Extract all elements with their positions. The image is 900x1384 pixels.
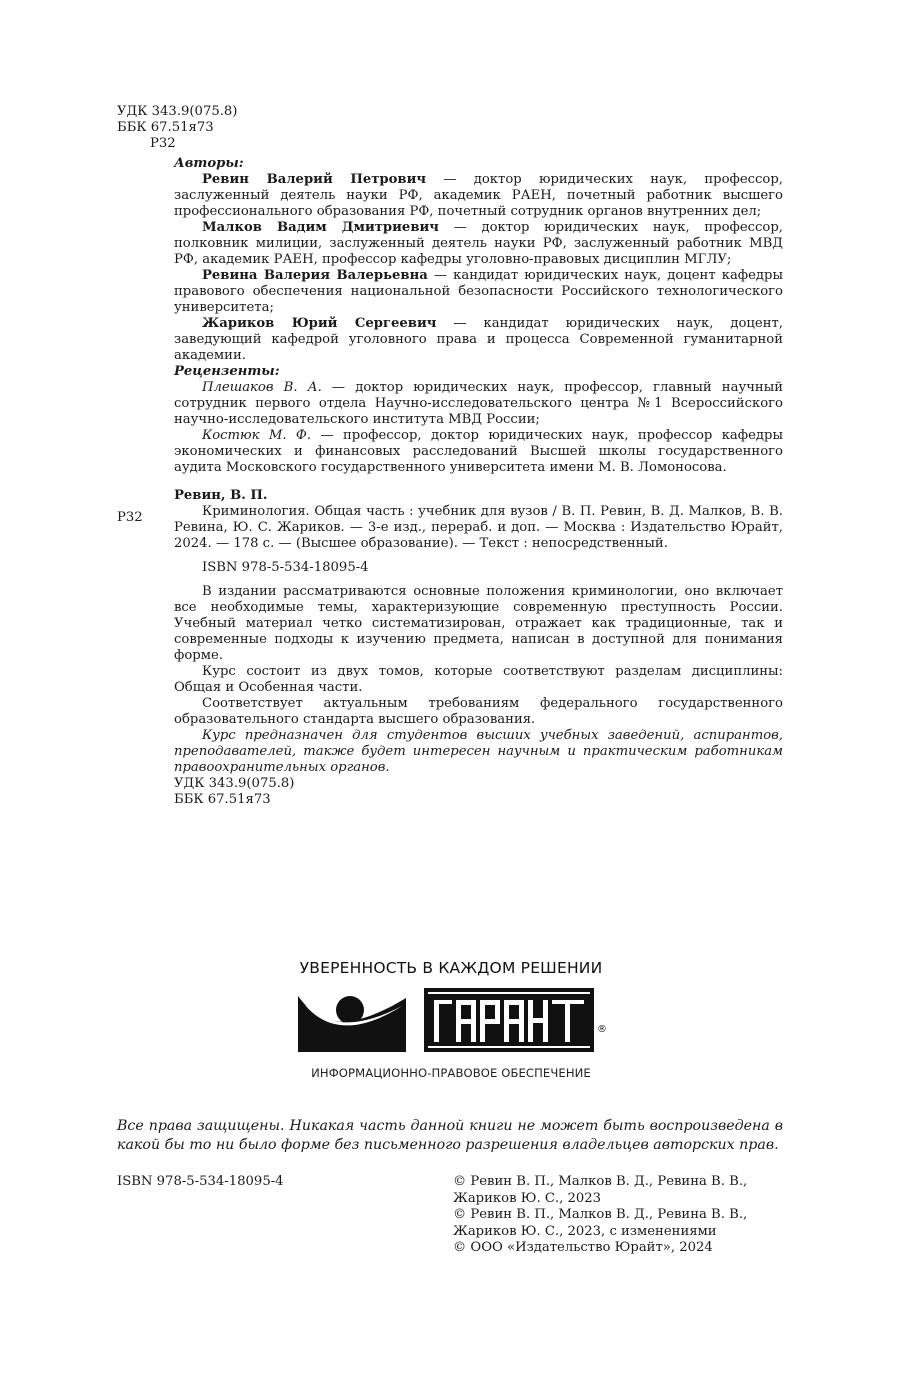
reviewer-name: Плешаков В. А.	[202, 380, 322, 395]
copyright-line: © ООО «Издательство Юрайт», 2024	[453, 1240, 713, 1255]
author-description: — доктор юридических наук, профессор, полковник милиции, заслуженный деятель науки РФ, заслуженный работник МВД РФ, академик РАЕН, профессор кафедры уголовно-правовых дисциплин МГЛУ;	[174, 220, 783, 267]
author-mark: Р32	[150, 136, 176, 151]
audience-note: Курс предназначен для студентов высших учебных заведений, аспирантов, преподавателей, также будет интересен научным и практическим работникам правоохранительных органов.	[174, 728, 783, 775]
garant-subline: ИНФОРМАЦИОННО-ПРАВОВОЕ ОБЕСПЕЧЕНИЕ	[311, 1066, 591, 1080]
reviewer-description: — профессор, доктор юридических наук, профессор кафедры экономических и финансовых расследований Высшей школы государственного аудита Московского государственного университета имени М. В. Ломоносова.	[174, 428, 783, 475]
copyright-block	[453, 1174, 783, 1257]
author-name: Жариков Юрий Сергеевич	[202, 316, 437, 331]
abstract-paragraph: Соответствует актуальным требованиям федерального государственного образовательного стандарта высшего образования.	[174, 696, 783, 727]
author-name: Малков Вадим Дмитриевич	[202, 220, 439, 235]
garant-wordmark-icon	[424, 988, 594, 1052]
author-description: — кандидат юридических наук, доцент, заведующий кафедрой уголовного права и процесса Современной гуманитарной академии.	[174, 316, 783, 363]
record-classification	[174, 776, 783, 808]
author-description: — доктор юридических наук, профессор, заслуженный деятель науки РФ, академик РАЕН, почетный работник высшего профессионального образования РФ, почетный сотрудник органов внутренних дел;	[174, 172, 783, 219]
footer-isbn: ISBN 978-5-534-18095-4	[117, 1174, 284, 1189]
reviewer-description: — доктор юридических наук, профессор, главный научный сотрудник первого отдела Научно-исследовательского центра №1 Всероссийского научно-исследовательского института МВД России;	[174, 380, 783, 427]
classification-codes	[117, 104, 237, 152]
author-description: — кандидат юридических наук, доцент кафедры правового обеспечения национальной безопасности Российского технологического университета;	[174, 268, 783, 315]
copyright-line: © Ревин В. П., Малков В. Д., Ревина В. В.,	[453, 1174, 748, 1189]
bbk-code: ББК 67.51я73	[117, 120, 214, 135]
record-udk: УДК 343.9(075.8)	[174, 776, 295, 791]
record-main-author: Ревин, В. П.	[174, 488, 268, 503]
authors-heading: Авторы:	[174, 156, 244, 171]
record-bbk: ББК 67.51я73	[174, 792, 271, 807]
author-entry	[174, 172, 783, 220]
abstract-paragraph: В издании рассматриваются основные положения криминологии, оно включает все необходимые темы, характеризующие современную преступность России. Учебный материал четко систематизирован, отражает как традиционные, так и современные подходы к изучению предмета, написан в доступной для понимания форме.	[174, 584, 783, 663]
author-name: Ревин Валерий Петрович	[202, 172, 427, 187]
bibliographic-record	[174, 488, 783, 808]
reviewers-heading: Рецензенты:	[174, 364, 280, 379]
udk-code: УДК 343.9(075.8)	[117, 104, 238, 119]
reviewer-entry	[174, 428, 783, 476]
abstract-paragraph: Курс состоит из двух томов, которые соответствуют разделам дисциплины: Общая и Особенная части.	[174, 664, 783, 695]
reviewer-entry	[174, 380, 783, 428]
copyright-line: Жариков Ю. С., 2023, с изменениями	[453, 1223, 717, 1239]
garant-logo	[296, 986, 606, 1056]
garant-logo-block	[296, 960, 606, 1081]
garant-emblem-icon	[298, 996, 406, 1052]
garant-slogan: УВЕРЕННОСТЬ В КАЖДОМ РЕШЕНИИ	[299, 959, 603, 977]
copyright-line: Жариков Ю. С., 2023	[453, 1190, 602, 1206]
credits-section	[174, 156, 783, 476]
author-name: Ревина Валерия Валерьевна	[202, 268, 428, 283]
record-description: Криминология. Общая часть : учебник для вузов / В. П. Ревин, В. Д. Малков, В. В. Ревина, Ю. С. Жариков. — 3-е изд., перераб. и доп. — Москва : Издательство Юрайт, 2024. — 178 с. — (Высшее образование). — Текст : непосредственный.	[174, 504, 783, 551]
record-isbn: ISBN 978-5-534-18095-4	[202, 560, 369, 575]
copyright-line: © Ревин В. П., Малков В. Д., Ревина В. В.,	[453, 1207, 748, 1222]
reviewer-name: Костюк М. Ф.	[202, 428, 312, 443]
author-entry	[174, 220, 783, 268]
author-entry	[174, 316, 783, 364]
registered-mark: ®	[597, 1024, 606, 1035]
rights-notice: Все права защищены. Никакая часть данной книги не может быть воспроизведена в какой бы то ни было форме без письменного разрешения владельцев авторских прав.	[117, 1118, 783, 1153]
record-author-mark: Р32	[117, 510, 143, 525]
author-entry	[174, 268, 783, 316]
